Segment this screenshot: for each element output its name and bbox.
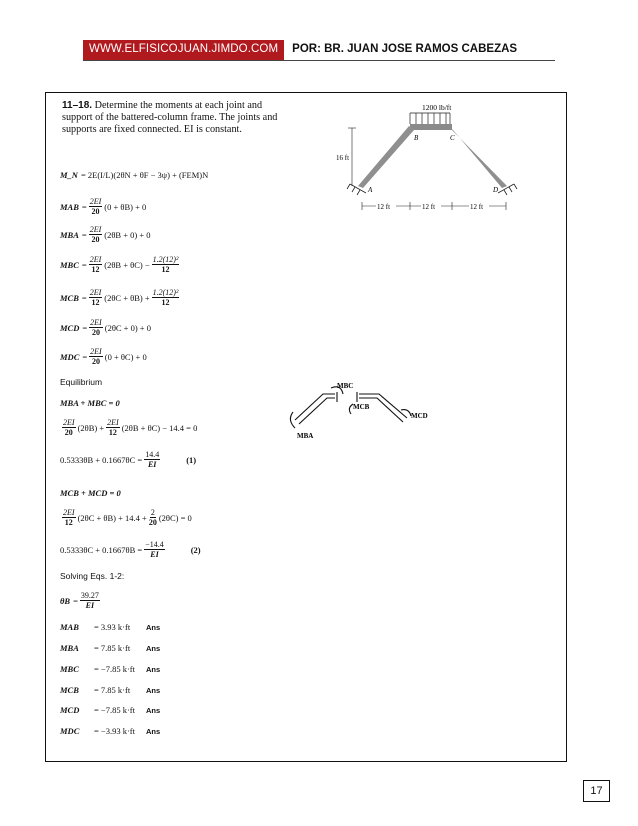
moment-cd-arrow-icon — [401, 410, 411, 416]
column-cd — [448, 126, 507, 188]
equation-mcd: MCD = $\frac{2EI}{20}$ (2θC + 0) + 0 — [60, 318, 151, 337]
span-3-label: 12 ft — [470, 203, 484, 211]
eq1-sum: MBA + MBC = 0 — [60, 398, 120, 408]
answer-mba: MBA = 7.85 k·ft Ans — [60, 643, 161, 653]
equation-mab: MAB = $\frac{2EI}{20}$ (0 + θB) + 0 — [60, 197, 147, 216]
height-label: 16 ft — [336, 154, 350, 162]
span-1-label: 12 ft — [377, 203, 391, 211]
load-label: 1200 lb/ft — [422, 103, 452, 112]
header-rule — [83, 60, 555, 61]
problem-number: 11–18. — [62, 100, 93, 111]
solving-title: Solving Eqs. 1-2: — [60, 571, 125, 581]
eq1-expanded: $\frac{2EI}{20}$ (2θB) + $\frac{2EI}{12}$ (2θB + θC) − 14.4 = 0 — [63, 418, 198, 437]
eq2-expanded: $\frac{2EI}{12}$ (2θC + θB) + 14.4 + $\frac{2}{20}$ (2θC) = 0 — [63, 508, 192, 527]
frame-figure — [330, 100, 560, 220]
eq-general-text: = 2E(I/L)(2θN + θF − 3ψ) + (FEM)N — [80, 170, 209, 180]
moment-ba-arrow-icon — [290, 412, 295, 428]
equation-mbc: MBC = $\frac{2EI}{12}$ (2θB + θC) − $\frac{\text{1.2(12)²}}{12}$ — [60, 255, 179, 274]
site-url[interactable]: WWW.ELFISICOJUAN.JIMDO.COM — [83, 40, 284, 60]
answer-mcd: MCD = −7.85 k·ft Ans — [60, 705, 161, 715]
sketch-mcb-label: MCB — [353, 403, 370, 411]
answer-mcb: MCB = 7.85 k·ft Ans — [60, 685, 161, 695]
eq2-sum: MCB + MCD = 0 — [60, 488, 121, 498]
answer-mbc: MBC = −7.85 k·ft Ans — [60, 664, 161, 674]
answer-mdc: MDC = −3.93 k·ft Ans — [60, 726, 161, 736]
page-header — [83, 40, 517, 60]
free-body-sketch — [285, 378, 445, 448]
equilibrium-title: Equilibrium — [60, 377, 103, 387]
height-dimension — [348, 128, 356, 186]
joint-d-label: D — [493, 186, 499, 194]
theta-result: θB = $\frac{39.27}{EI}$ — [60, 591, 99, 610]
sketch-mcd-label: MCD — [411, 412, 428, 420]
problem-statement — [62, 100, 287, 135]
sketch-left-member — [295, 394, 335, 424]
sketch-mbc-label: MBC — [337, 382, 354, 390]
author-credit: POR: BR. JUAN JOSE RAMOS CABEZAS — [292, 43, 518, 55]
column-ab — [358, 126, 414, 188]
eq-general-lhs: M_N — [60, 170, 78, 180]
joint-a-label: A — [368, 186, 373, 194]
span-2-label: 12 ft — [422, 203, 436, 211]
beam-bc — [410, 124, 452, 130]
equation-mba: MBA = $\frac{2EI}{20}$ (2θB + 0) + 0 — [60, 225, 151, 244]
joint-c-label: C — [450, 134, 455, 142]
eq2-result: 0.5333θC + 0.1667θB = $\frac{-14.4}{EI}$ (2) — [60, 540, 201, 559]
equation-mdc: MDC = $\frac{2EI}{20}$ (0 + θC) + 0 — [60, 347, 147, 366]
problem-text: Determine the moments at each joint and support of the battered-column frame. The joints and supports are fixed connected. EI is constant. — [62, 100, 278, 135]
sketch-mba-label: MBA — [297, 432, 314, 440]
eq1-result: 0.5333θB + 0.1667θC = $\frac{14.4}{EI}$ (1) — [60, 450, 197, 469]
joint-b-label: B — [414, 134, 419, 142]
equation-general — [60, 170, 208, 180]
answer-mab: MAB = 3.93 k·ft Ans — [60, 622, 161, 632]
page-number: 17 — [583, 780, 610, 802]
distributed-load-arrows — [410, 113, 450, 124]
equation-mcb: MCB = $\frac{2EI}{12}$ (2θC + θB) + $\frac{\text{1.2(12)²}}{12}$ — [60, 288, 179, 307]
